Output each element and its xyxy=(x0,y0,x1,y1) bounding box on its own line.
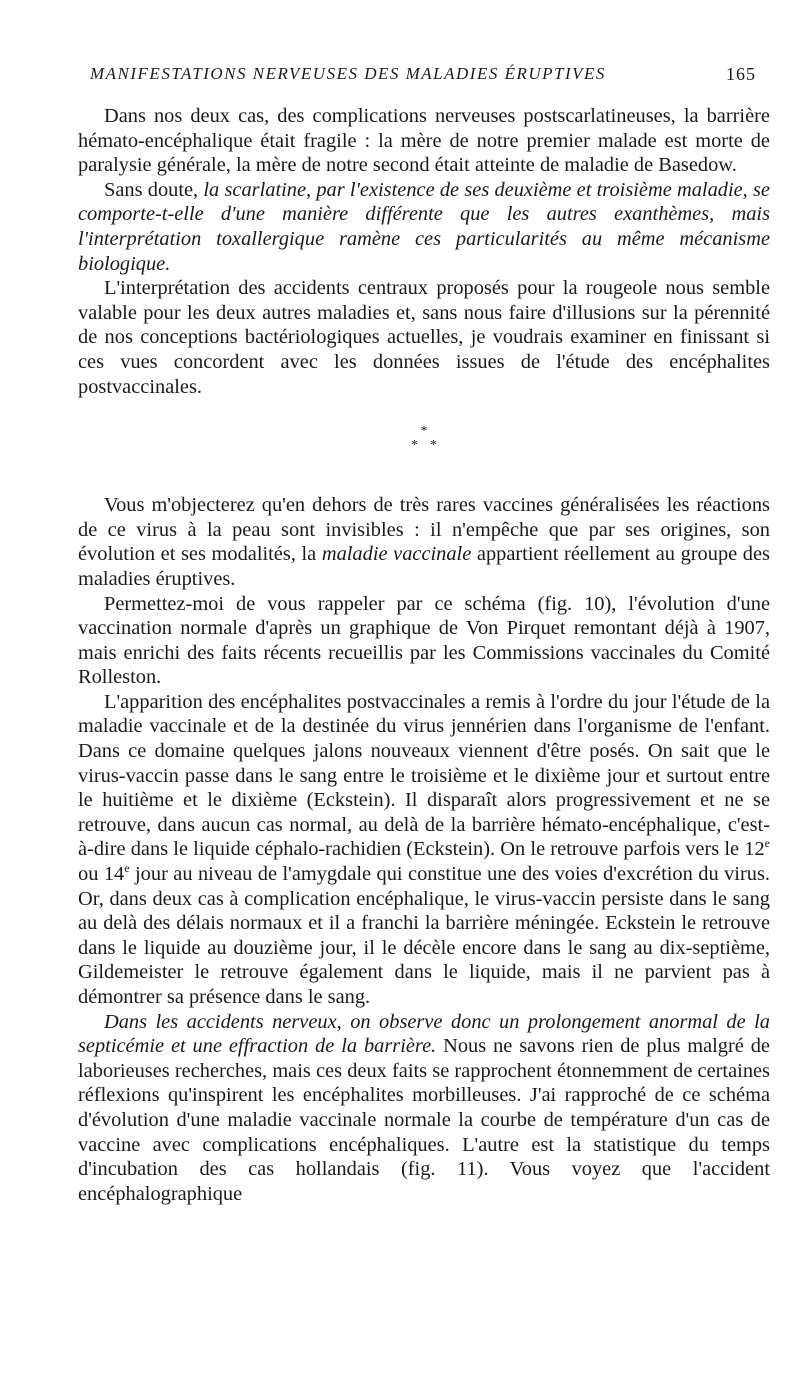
running-title: MANIFESTATIONS NERVEUSES DES MALADIES ÉRUPTIVES xyxy=(90,64,606,83)
paragraph-7 xyxy=(78,1010,770,1207)
section-separator xyxy=(78,425,770,453)
paragraph-6-part-a: L'apparition des encéphalites postvaccinales a remis à l'ordre du jour l'étude de la maladie vaccinale et de la destinée du virus jennérien dans l'organisme de l'enfant. Dans ce domaine quelques jalons nouveaux viennent d'être posés. On sait que le virus-vaccin passe dans le sang entre le troisième et le dixième jour et surtout entre le huitième et le dixième (Eckstein). Il disparaît alors progressivement et ne se retrouve, dans aucun cas normal, au delà de la barrière hémato-encéphalique, c'est-à-dire dans le liquide céphalo-rachidien (Eckstein). On le retrouve parfois vers le 12 xyxy=(78,690,770,861)
paragraph-2 xyxy=(78,178,770,276)
separator-star-bottom: ** xyxy=(411,438,449,454)
paragraph-7-end: Nous ne savons rien de plus malgré de laborieuses recherches, mais ces deux faits se rapprochent étonnemment de certaines réflexions qu'inspirent les encéphalites morbilleuses. J'ai rapproché de ce schéma d'évolution d'une maladie vaccinale normale la courbe de température d'un cas de vaccine avec complications encéphaliques. L'autre est la statistique du temps d'incubation des cas hollandais (fig. 11). Vous voyez que l'accident encéphalographique xyxy=(78,1035,770,1205)
paragraph-2-start: Sans doute, xyxy=(104,178,204,201)
superscript-e1: e xyxy=(764,836,770,851)
paragraph-5: Permettez-moi de vous rappeler par ce schéma (fig. 10), l'évolution d'une vaccination normale d'après un graphique de Von Pirquet remontant déjà à 1907, mais enrichi des faits récents recueillis par les Commissions vaccinales du Comité Rolleston. xyxy=(78,592,770,689)
superscript-e2: e xyxy=(124,861,130,876)
paragraph-3: L'interprétation des accidents centraux proposés pour la rougeole nous semble valable pour les deux autres maladies et, sans nous faire d'illusions sur la pérennité de nos conceptions bactériologiques actuelles, je voudrais examiner en finissant si ces vues concordent avec les données issues de l'étude des encéphalites postvaccinales. xyxy=(78,277,770,398)
paragraph-4-start: Vous m'objecterez qu'en dehors de très rares vaccines généralisées les réactions de ce virus à la peau sont invisibles : il n'empêche que par ses origines, son évolution et ses modalités, la xyxy=(78,494,770,566)
separator-star-top: * xyxy=(420,424,428,440)
body-text xyxy=(78,104,770,1206)
paragraph-2-italic: la scarlatine, par l'existence de ses deuxième et troisième maladie, se comporte-t-elle d'une manière différente que les autres exanthèmes, mais l'interprétation toxallergique ramène ces particularités au même mécanisme biologique. xyxy=(78,178,770,275)
paragraph-4-italic: maladie vaccinale xyxy=(321,543,472,566)
paragraph-6 xyxy=(78,690,770,1010)
paragraph-6-part-c: jour au niveau de l'amygdale qui constitue une des voies d'excrétion du virus. Or, dans deux cas à complication encéphalique, le virus-vaccin persiste dans le sang au delà des délais normaux et il a franchi la barrière méningée. Eckstein le retrouve dans le liquide au douzième jour, il le décèle encore dans le sang au dix-septième, Gildemeister le retrouve également dans le liquide, mais il ne parvient pas à démontrer sa présence dans le sang. xyxy=(78,863,770,1008)
paragraph-4-end: appartient réellement au groupe des maladies éruptives. xyxy=(78,543,770,590)
page-number: 165 xyxy=(726,64,756,84)
paragraph-1: Dans nos deux cas, des complications nerveuses postscarlatineuses, la barrière hémato-encéphalique était fragile : la mère de notre premier malade est morte de paralysie générale, la mère de notre second était atteinte de maladie de Basedow. xyxy=(78,105,770,177)
page-header xyxy=(78,64,770,94)
paragraph-7-italic: Dans les accidents nerveux, on observe donc un prolongement anormal de la septicémie et une effraction de la barrière. xyxy=(78,1010,770,1058)
paragraph-6-part-b: ou 14 xyxy=(78,863,125,886)
paragraph-4 xyxy=(78,493,770,591)
